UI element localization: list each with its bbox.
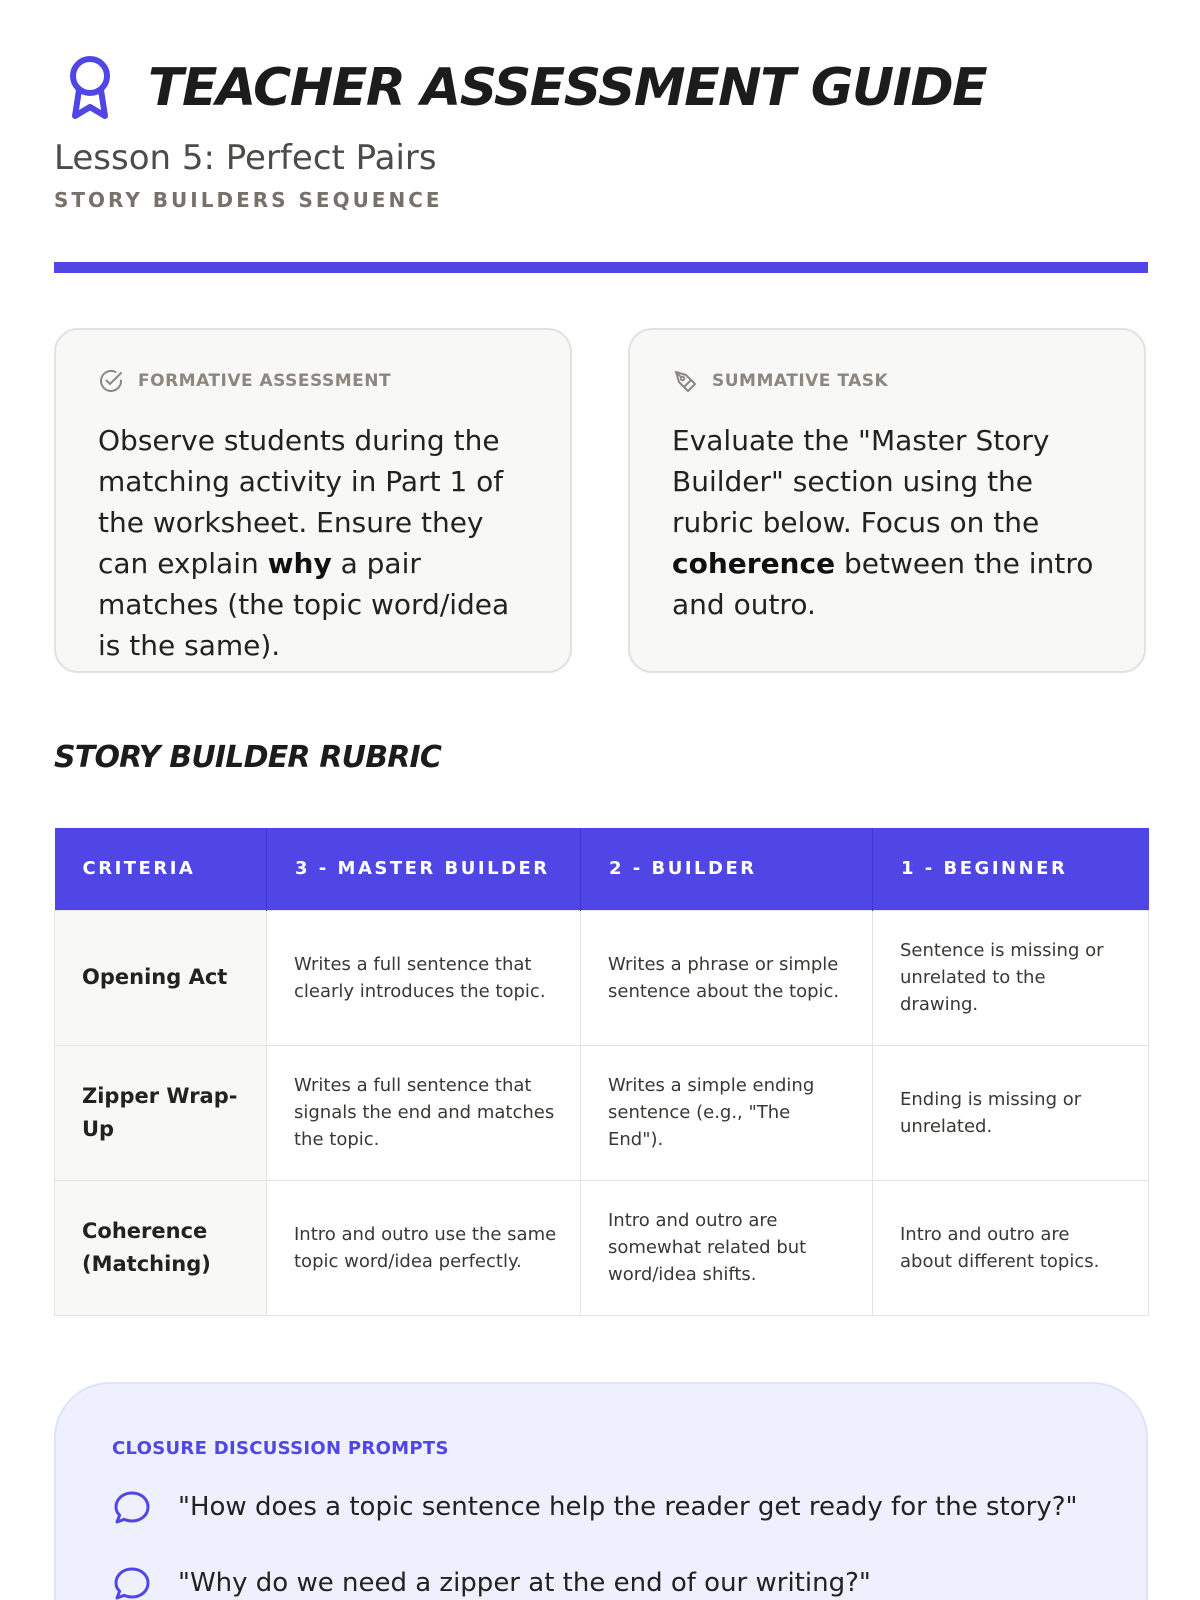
closure-label: CLOSURE DISCUSSION PROMPTS xyxy=(112,1438,449,1459)
formative-label-row xyxy=(98,368,530,394)
list-item xyxy=(112,1487,1090,1527)
closure-prompts-panel xyxy=(54,1382,1148,1600)
page-header xyxy=(54,52,1148,212)
summative-label: SUMMATIVE TASK xyxy=(712,371,889,391)
builder-cell: Writes a phrase or simple sentence about the topic. xyxy=(581,910,873,1045)
header-builder: 2 - BUILDER xyxy=(581,828,873,910)
header-divider xyxy=(54,262,1148,273)
header-beginner: 1 - BEGINNER xyxy=(873,828,1149,910)
check-circle-icon xyxy=(98,368,124,394)
page-title: TEACHER ASSESSMENT GUIDE xyxy=(148,58,987,118)
table-row xyxy=(55,910,1149,1045)
formative-text: Observe students during the matching activity in Part 1 of the worksheet. Ensure they can explain why a pair matches (the topic word/idea is the same). xyxy=(98,424,510,662)
master-cell: Writes a full sentence that signals the end and matches the topic. xyxy=(267,1045,581,1180)
prompt-text: "How does a topic sentence help the reader get ready for the story?" xyxy=(178,1492,1078,1522)
beginner-cell: Ending is missing or unrelated. xyxy=(873,1045,1149,1180)
rubric-table xyxy=(54,828,1149,1316)
formative-assessment-card xyxy=(54,328,572,673)
table-row xyxy=(55,1045,1149,1180)
speech-bubble-icon xyxy=(112,1563,152,1600)
rubric-title: STORY BUILDER RUBRIC xyxy=(54,740,442,775)
criteria-cell: Opening Act xyxy=(55,910,267,1045)
summative-task-card xyxy=(628,328,1146,673)
prompt-text: "Why do we need a zipper at the end of our writing?" xyxy=(178,1568,871,1598)
criteria-cell: Coherence (Matching) xyxy=(55,1180,267,1315)
sequence-subtitle: STORY BUILDERS SEQUENCE xyxy=(54,188,443,212)
master-cell: Writes a full sentence that clearly introduces the topic. xyxy=(267,910,581,1045)
speech-bubble-icon xyxy=(112,1487,152,1527)
builder-cell: Intro and outro are somewhat related but word/idea shifts. xyxy=(581,1180,873,1315)
rubric-header-row xyxy=(55,828,1149,910)
table-row xyxy=(55,1180,1149,1315)
title-row xyxy=(54,52,1148,124)
criteria-cell: Zipper Wrap-Up xyxy=(55,1045,267,1180)
pen-tool-icon xyxy=(672,368,698,394)
beginner-cell: Intro and outro are about different topics. xyxy=(873,1180,1149,1315)
builder-cell: Writes a simple ending sentence (e.g., "The End"). xyxy=(581,1045,873,1180)
header-master-builder: 3 - MASTER BUILDER xyxy=(267,828,581,910)
summative-text: Evaluate the "Master Story Builder" section using the rubric below. Focus on the coherence between the intro and outro. xyxy=(672,424,1094,621)
formative-label: FORMATIVE ASSESSMENT xyxy=(138,371,392,391)
beginner-cell: Sentence is missing or unrelated to the drawing. xyxy=(873,910,1149,1045)
summative-label-row xyxy=(672,368,1104,394)
header-criteria: CRITERIA xyxy=(55,828,267,910)
lesson-title: Lesson 5: Perfect Pairs xyxy=(54,138,437,178)
award-ribbon-icon xyxy=(62,54,118,122)
list-item xyxy=(112,1563,1090,1600)
master-cell: Intro and outro use the same topic word/idea perfectly. xyxy=(267,1180,581,1315)
